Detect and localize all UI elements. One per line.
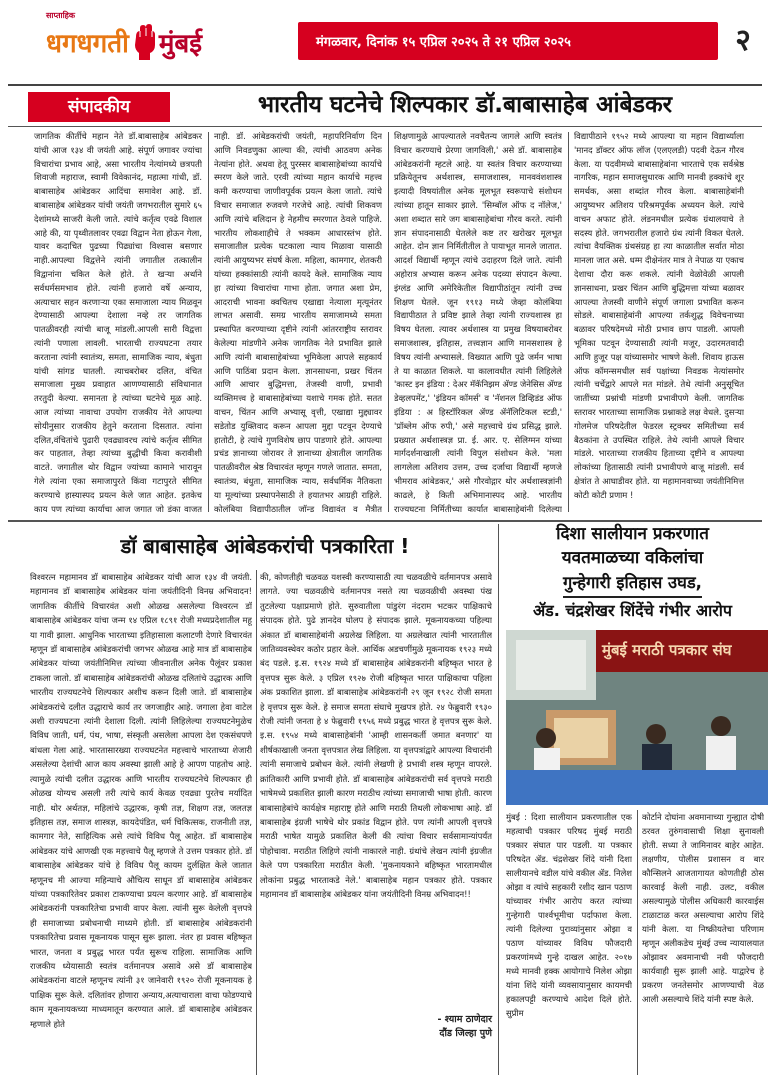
headline-line-1: दिशा सालीयान प्रकरणात bbox=[556, 524, 709, 544]
editorial-column-2: नाही. डॉ. आंबेडकरांची जयंती, महापरिनिर्वाण दिन आणि निवडणुका आल्या की, त्यांची आठवण अनेक नेत्यांना होते. अथवा हेतू पुरस्सर बाबासाहेबांच्या कार्याचे स्मरण केले जाते. एरवी त्यांच्या महान कार्याचे महत्त्व कमी करण्याचा जाणीवपूर्वक प्रयत्न केला जातो. त्यांचे विचार समाजात रुजवणे गरजेचे आहे. त्यांची शिकवण आणि त्यांचे बलिदान हे नेहमीच स्मरणात ठेवले पाहिजे. भारतीय लोकशाहीचे ते भक्कम आधारस्तंभ होते. समाजातील प्रत्येक घटकाला न्याय मिळावा यासाठी त्यांनी आयुष्यभर संघर्ष केला. महिला, कामगार, शेतकरी यांच्या हक्कांसाठी त्यांनी कायदे केले. सामाजिक न्याय हा त्यांच्या विचारांचा गाभा होता. जगात अशा प्रेम, आदराची भावना क्वचितच एखाद्या नेत्याला मृत्यूनंतर लाभत असावी. समग्र भारतीय समाजामध्ये समता प्रस्थापित करण्याच्या दृष्टीने त्यांनी आंतरराष्ट्रीय स्तरावर केलेल्या मांडणीने अनेक जागतिक नेते प्रभावित झाले आणि त्यांनी बाबासाहेबांच्या भूमिकेला आपले सहकार्य आणि पाठिंबा प्रदान केला. ज्ञानसाधना, प्रखर चिंतन आणि आचार बुद्धिमत्ता, तेजस्वी वाणी, प्रभावी व्यक्तिमत्त्व हे बाबासाहेबांच्या यशाचे गमक होते. सतत वाचन, चिंतन आणि अभ्यासू वृत्ती, एखाद्या मुद्द्यावर सडेतोड युक्तिवाद करून आपला मुद्दा पटवून देण्याचे हातोटी, हे त्यांचे गुणविशेष छाप पाडणारे होते. आपल्या प्रचंड ज्ञानाच्या जोरावर ते ज्ञानाच्या क्षेत्रातील जागतिक पातळीवरील श्रेष्ठ विचारवंत म्हणून गणले जातात. समता, स्वातंत्र्य, बंधुता, सामाजिक न्याय, सर्वधर्मिक नैतिकता या मूल्यांच्या प्रस्थापनेसाठी ते हयातभर आग्रही राहिले. कोलंबिया विद्यापीठातील जॉन्ड विद्यावंत व मैत्रीत bbox=[214, 131, 382, 514]
column-divider bbox=[498, 524, 499, 1075]
journalism-column-2: की, कोणतीही चळवळ यशस्वी करण्यासाठी त्या चळवळीचे वर्तमानपत्र असावे लागते. ज्या चळवळीचे वर्तमानपत्र नसते त्या चळवळीची अवस्था पंख तुटलेल्या पक्षाप्रमाणे होते. सुरुवातीला पांडुरंग नंदराम भटकर पाक्षिकाचे संपादक होते. पुढे ज्ञानदेव घोलप हे संपादक झाले. मूकनायकच्या पहिल्या अंकात डॉ बाबासाहेबांनी अग्रलेख लिहिला. या अग्रलेखात त्यांनी भारतातील जातिव्यवस्थेवर कठोर प्रहार केले. आर्थिक अडचणींमुळे मूकनायक १९२३ मध्ये बंद पडले. इ.स. १९२४ मध्ये डॉ बाबासाहेब आंबेडकरांनी बहिष्कृत भारत हे वृत्तपत्र सुरू केले. ३ एप्रिल १९२७ रोजी बहिष्कृत भारत पाक्षिकाचा पहिला अंक प्रकाशित झाला. डॉ बाबासाहेब आंबेडकरांनी २९ जून १९२८ रोजी समता हे वृत्तपत्र सुरू केले. हे समाज समता संघाचे मुखपत्र होते. २४ फेब्रुवारी १९३० रोजी त्यांनी जनता हे ४ फेब्रुवारी १९५६ मध्ये प्रबुद्ध भारत हे वृत्तपत्र सुरू केले. इ.स. १९५४ मध्ये बाबासाहेबांनी 'आम्ही शासनकर्ती जमात बनणार' या शीर्षकाखाली जनता वृत्तपत्रात लेख लिहिला. या वृत्तपत्रांद्वारे आपल्या विचारांनी त्यांनी समाजाचे प्रबोधन केले. त्यांनी लेखणी हे प्रभावी शस्त्र म्हणून वापरले. क्रांतिकारी आणि प्रभावी होते. डॉ बाबासाहेब आंबेडकरांची सर्व वृत्तपत्रे मराठी भाषेमध्ये प्रकाशित झाली कारण मराठीच त्यांच्या समाजाची भाषा होती. कारण बाबासाहेबांचे कार्यक्षेत्र महाराष्ट्र होते आणि मराठी तिथली लोकभाषा आहे. डॉ बाबासाहेब इंग्रजी भाषेचे थोर प्रकांड विद्वान होते. पण त्यांनी आपली वृत्तपत्रे मराठी भाषेत यामुळे प्रकाशित केली की त्यांचा विचार सर्वसामान्यांपर्यंत पोहोचावा. मराठीत लिहिणे त्यांनी नाकारले नाही. ग्रंथांचे लेखन त्यांनी इंग्रजीत केले पण पत्रकारिता मराठीत केली. 'मुकनायकाने बहिष्कृत भारतामधील लोकांना प्रबुद्ध भारताकडे नेले.' बाबासाहेब महान पत्रकार होते. पत्रकार महामानव डॉ बाबासाहेब आंबेडकर यांना जयंतीदिनी विनम्र अभिवादन!! bbox=[260, 572, 492, 899]
author-name: - श्याम ठाणेदार bbox=[437, 1014, 492, 1025]
brand-name-part2: मुंबई bbox=[158, 29, 202, 59]
issue-date: मंगळवार, दिनांक १५ एप्रिल २०२५ ते २१ एप्रिल २०२५ bbox=[316, 35, 571, 50]
masthead-divider bbox=[8, 84, 762, 86]
brand-name-part1: धगधगती bbox=[46, 29, 129, 59]
column-divider bbox=[568, 132, 569, 512]
editorial-column-1: जागतिक कीर्तीचे महान नेते डॉ.बाबासाहेब आंबेडकर यांची आज १३४ वी जयंती आहे. संपूर्ण जगावर ज्यांचा विचारांचा प्रभाव आहे, असा भारतीय नेत्यांमध्ये छत्रपती शिवाजी महाराज, स्वामी विवेकानंद, महात्मा गांधी, डॉ. बाबासाहेब आंबेडकर आदिंचा समावेश आहे. डॉ. बाबासाहेब आंबेडकर यांची जयंती जगभरातील सुमारे ६५ देशांमध्ये साजरी केली जाते. त्यांचे कर्तृत्व एवढे विशाल आहे की, या पृथ्वीतलावर एवढा विद्वान नेता होऊन गेला, यावर कदाचित पुढच्या पिढ्यांचा विश्वास बसणार नाही.आपल्या विद्वत्तेने त्यांनी जगातील तत्कालीन विद्वानांना चकित केले होते. ते खऱ्या अर्थाने सर्वधर्मसमभाव होते. त्यांनी हजारो वर्षे अन्याय, अत्याचार सहन करणाऱ्या एका समाजाला न्याय मिळवून देण्यासाठी आपल्या देशाला नव्हे तर जागतिक पातळीवरही त्यांची बाजू मांडली.आपली सारी विद्वत्ता त्यांनी पणाला लावली. भारताची राज्यघटना तयार करताना त्यांनी स्वातंत्र्य, समता, सामाजिक न्याय, बंधुता यांची सांगड घातली. त्याचबरोबर दलित, वंचित समाजाला मुख्य प्रवाहात आणण्यासाठी संविधानात तरतुदी केल्या. समानता हे त्यांच्या घटनेचे मूळ आहे. आज त्यांच्या नावाचा उपयोग राजकीय नेते आपल्या सोयीनुसार राजकीय हेतुने करताना दिसतात. त्यांना दलित,वंचितांचे पुढारी एवढ्यावरच त्यांचे कर्तृत्व सीमित कर पाहतात, तेव्हा त्यांच्या बुद्धीची किवा करावीशी वाटते. जगातील थोर विद्वान ज्यांच्या कामाने भारावून गेले त्यांना एका समाजापुरते किंवा गटापुरते सीमित करण्याचे हास्यास्पद प्रयत्न केले जात आहेत. इतकेच काय पण त्यांच्या कार्याचा आज जगात जो डंका वाजत bbox=[34, 131, 202, 514]
journalism-article-headline: डॉ बाबासाहेब आंबेडकरांची पत्रकारिता ! bbox=[120, 534, 410, 558]
author-location: दौंड जिल्हा पुणे bbox=[439, 1028, 492, 1039]
column-divider bbox=[256, 570, 257, 1075]
page-number: २ bbox=[735, 23, 751, 58]
date-bar bbox=[298, 22, 718, 60]
raised-fist-logo-icon bbox=[131, 23, 157, 61]
journalism-column-1: विश्वरत्न महामानव डॉ बाबासाहेब आंबेडकर यांची आज १३४ वी जयंती. महामानव डॉ बाबासाहेब आंबेडकर यांना जयंतीदिनी विनम्र अभिवादन! जागतिक कीर्तीचे विचारवंत अशी ओळख असलेल्या विश्वरत्न डॉ बाबासाहेब आंबेडकर यांचा जन्म १४ एप्रिल १८९१ रोजी मध्यप्रदेशातील महू या गावी झाला. आधुनिक भारताच्या इतिहासाला कलाटणी देणारे विचारवंत म्हणून डॉ बाबासाहेब आंबेडकरांची जगभर ओळख आहे मात्र डॉ बाबासाहेब आंबेडकर यांच्या जयंतीनिमित्त त्यांच्या जीवनातील अनेक पैलूंवर प्रकाश टाकला जातो. डॉ बाबासाहेब आंबेडकरांची ओळख दलितांचे उद्धारक आणि भारतीय राज्यघटनेचे शिल्पकार अशीच करून दिली जाते. डॉ बाबासाहेब आंबेडकरांचे दलीत उद्धाराचे कार्य तर जगजाहीर आहे. जगाला हेवा वाटेल अशी राज्यघटना त्यांनी देशाला दिली. त्यांनी लिहिलेल्या राज्यघटनेमुळेच विविध जाती, धर्म, पंथ, भाषा, संस्कृती असलेला आपला देश एकसंधपणे बांधला गेला आहे. भारतासारख्या राज्यघटनेत महत्त्वाचे भारताच्या शेजारी असलेल्या देशांची आज काय अवस्था झाली आहे हे आपण पाहतोच आहे. त्यामुळे त्यांची दलीत उद्धारक आणि भारतीय राज्यघटनेचे शिल्पकार ही ओळख योग्यच असली तरी त्यांचे कार्य केवळ एवढ्या पुरतेच मर्यादित नाही. थोर अर्थतज्ञ, महिलांचे उद्धारक, कृषी तज्ञ, शिक्षण तज्ञ, जलतज्ञ इतिहास तज्ञ, समाज शास्त्रज्ञ, कायदेपंडित, धर्म चिकित्सक, राजनीती तज्ञ, कामगार नेते, साहित्यिक असे त्यांचे विविध पैलू आहेत. डॉ बाबासाहेब आंबेडकर यांचे आणखी एक महत्त्वाचे पैलू म्हणजे ते उत्तम पत्रकार होते. डॉ बाबासाहेब आंबेडकर यांचे हे विविध पैलू कायम दुर्लक्षित केले जातात म्हणूनच मी आज्या महिन्याचे औचित्य साधून डॉ बाबासाहेब आंबेडकर यांच्या पत्रकारितेवर प्रकाश टाकण्याचा प्रयत्न करणार आहे. डॉ बाबासाहेब आंबेडकरांनी पत्रकारितेचा प्रभावी वापर केला. त्यांनी सुरू केलेली वृत्तपत्रे ही समाजाच्या प्रबोधनाची माध्यमे होती. डॉ बाबासाहेब आंबेडकरांनी पत्रकारितेचा प्रवास मूकनायक पासून सुरू झाला. नंतर हा प्रवास बहिष्कृत भारत, जनता व प्रबुद्ध भारत पर्यंत सुरूच राहिला. सामाजिक आणि राजकीय ध्येयासाठी स्वतंत्र वर्तमानपत्र असावे असे डॉ बाबासाहेब आंबेडकरांना वाटले म्हणूनच त्यांनी ३१ जानेवारी १९२० रोजी मूकनायक हे पाक्षिक सुरू केले. दलितांवर होणारा अन्याय,अत्याचाराला वाचा फोडण्याचे काम मूकनायकच्या माध्यमातून करण्यात आले. डॉ बाबासाहेब आंबेडकर म्हणाले होते bbox=[30, 572, 252, 1029]
column-divider bbox=[208, 132, 209, 512]
photo-banner: मुंबई मराठी पत्रकार संघ bbox=[596, 630, 768, 672]
brand-logo bbox=[46, 10, 276, 72]
headline-line-4: ॲड. चंद्रशेखर शिंदेंचे गंभीर आरोप bbox=[532, 601, 733, 620]
column-divider bbox=[637, 810, 638, 1075]
news-column-2: कोर्टाने दोघांना अवमानाच्या गुन्ह्यात दोषी ठरवत तुरुंगवासाची शिक्षा सुनावली होती. सध्या ते जामिनावर बाहेर आहेत. लक्षणीय, पोलीस प्रशासन व बार कौन्सिलने आजतागायत कोणतीही ठोस कारवाई केली नाही. उलट, वकील असल्यामुळे पोलीस अधिकारी कारवाईस टाळाटाळ करत असल्याचा आरोप शिंदे यांनी केला. या निष्क्रीयतेचा परिणाम म्हणून अलीकडेच मुंबई उच्च न्यायालयात ओझावर अवमानाची नवी फौजदारी कार्यवाही सुरू झाली आहे. याद्वारेच हे प्रकरण जनतेसमोर आणण्याची वेळ आली असल्याचे शिंदे यांनी स्पष्ट केले. bbox=[642, 812, 764, 1004]
news-column-1: मुंबई : दिशा सालीयान प्रकरणातील एक महत्वाची पत्रकार परिषद मुंबई मराठी पत्रकार संघात पार पडली. या पत्रकार परिषदेत ॲड. चंद्रशेखर शिंदे यांनी दिशा सालीयानचे वडील यांचे वकील ॲड. निलेश ओझा व त्यांचे सहकारी रशीद खान पठाण यांच्यावर गंभीर आरोप करत त्यांच्या गुन्हेगारी पार्श्वभूमीचा पर्दाफाश केला. त्यांनी दिलेल्या पुराव्यांनुसार ओझा व पठाण यांच्यावर विविध फौजदारी प्रकरणांमध्ये गुन्हे दाखल आहेत. २०१७ मध्ये मानवी हक्क आयोगाचे निलेश ओझा यांना शिंदे यांनी व्यवसायानुसार कायमची हकालपट्टी करण्याचे आदेश दिले होते. सुप्रीम bbox=[506, 812, 632, 1018]
masthead bbox=[8, 8, 762, 78]
editorial-column-3: शिक्षणामुळे आपल्यातले नवचैतन्य जागले आणि स्वतंत्र विचार करण्याचे प्रेरणा जागविली,' असे डॉ. बाबासाहेब आंबेडकरांनी म्हटले आहे. या स्वतंत्र विचार करण्याच्या प्रक्रियेतूनच अर्थशास्त्र, समाजशास्त्र, मानववंशशास्त्र इत्यादी विषयांतील अनेक मूलभूत स्वरूपाचे संशोधन त्यांच्या हातून साकार झाले. 'सिम्बॉल ऑफ द नॉलेज,' अशा शब्दात सारे जग बाबासाहेबांचा गौरव करते. त्यांनी ज्ञान संपादनासाठी घेतलेले कष्ट तर खरोखर मूलभूत आहेत. दोन ज्ञान निर्मितीतील ते पायाभूत मानले जातात. आदर्श विद्यार्थी म्हणून त्यांचे उदाहरण दिले जाते. त्यांनी अहोरात्र अभ्यास करून अनेक पदव्या संपादन केल्या. इंग्लंड आणि अमेरिकेतील विद्यापीठांतून त्यांनी उच्च शिक्षण घेतले. जून १९१३ मध्ये जेव्हा कोलंबिया विद्यापीठात ते प्रविष्ट झाले तेव्हा त्यांनी राज्यशास्त्र हा विषय घेतला. त्यावर अर्थशास्त्र या प्रमुख विषयाबरोबर समाजशास्त्र, इतिहास, तत्त्वज्ञान आणि मानसशास्त्र हे विषय त्यांनी अभ्यासले. विख्यात आणि पुढे जर्मन भाषा ते या काळात शिकले. या कालावधीत त्यांनी लिहिलेले 'कास्ट इन इंडिया : देअर मॅकॅनिझम ॲण्ड जेनेसिस ॲण्ड डेव्हलपमेंट,' 'इंडियन कॉमर्स' व 'नॅशनल डिव्हिडंड ऑफ इंडिया : अ हिस्टॉरिकल ॲण्ड ॲनॅलिटिकल स्टडी,' 'प्रॉब्लेम ऑफ रुपी,' असे महत्त्वाचे ग्रंथ प्रसिद्ध झाले. प्रख्यात अर्थशास्त्रज्ञ प्रा. ई. आर. ए. सेलिग्मन यांच्या मार्गदर्शनाखाली त्यांनी विपुल संशोधन केले. 'मला लागलेला अतिशय उत्तम, उच्च दर्जाचा विद्यार्थी म्हणजे भीमराव आंबेडकर,' असे गौरवोद्गार थोर अर्थशास्त्रज्ञांनी काढले, हे किती अभिमानास्पद आहे. भारतीय राज्यघटना निर्मितीच्या कार्यात बाबासाहेबांनी दिलेल्या bbox=[394, 131, 562, 514]
press-conference-photo bbox=[506, 630, 768, 805]
brand-tagline: साप्ताहिक bbox=[46, 11, 76, 20]
headline-line-2: यवतमाळच्या वकिलांचा bbox=[561, 548, 704, 568]
editorial-headline: भारतीय घटनेचे शिल्पकार डॉ.बाबासाहेब आंबेडकर bbox=[257, 92, 673, 118]
editorial-column-4: विद्यापीठाने १९५२ मध्ये आपल्या या महान विद्यार्थ्याला 'मानद डॉक्टर ऑफ लॉज (एलएलडी) पदवी देऊन गौरव केला. या पदवीमध्ये बाबासाहेबांना भारताचे एक सर्वश्रेष्ठ नागरिक, महान समाजसुधारक आणि मानवी हक्कांचे शूर समर्थक, असा शब्दांत गौरव केला. बाबासाहेबांनी आयुष्यभर अतिशय परिश्रमपूर्वक अध्ययन केले. त्यांचे वाचन अफाट होते. लंडनमधील प्रत्येक ग्रंथालयाचे ते सदस्य होते. जगभरातील हजारो ग्रंथ त्यांनी विकत घेतले. त्यांचा वैयक्तिक ग्रंथसंग्रह हा त्या काळातील सर्वात मोठा मानला जात असे. धम्म दीक्षेनंतर मात्र ते नेपाळ या एकाच देशाचा दौरा करू शकले. त्यांनी वेळोवेळी आपली ज्ञानसाधना, प्रखर चिंतन आणि बुद्धिमत्ता यांच्या बळावर आपल्या तेजस्वी वाणीने संपूर्ण जगाला प्रभावित करून सोडले. बाबासाहेबांनी आपल्या तर्कशुद्ध विवेचनाच्या बळावर परिषदेमध्ये मोठी प्रभाव छाप पाडली. आपली भूमिका पटवून देण्यासाठी त्यांनी मजूर, उदारमतवादी आणि हुजूर पक्ष यांच्यासमोर भाषणे केली. शिवाय हाऊस ऑफ कॉमन्समधील सर्व पक्षांच्या निवडक नेत्यांसमोर त्यांनी चर्चेद्वारे आपले मत मांडले. तेथे त्यांनी अनुसूचित जातींच्या प्रश्नांची मांडणी प्रभावीपणे केली. जागतिक स्तरावर भारताच्या सामाजिक प्रश्नाकडे लक्ष वेधले. दुसऱ्या गोलमेज परिषदेतील फेडरल स्ट्रक्चर समितीच्या सर्व बैठकांना ते उपस्थित राहिले. तेथे त्यांनी आपले विचार मांडले. भारताच्या राजकीय हिताच्या दृष्टीने व आपल्या लोकांच्या हितासाठी त्यांनी प्रभावीपणे बाजू मांडली. सर्व क्षेत्रांत ते आघाडीवर होते. या महामानवाच्या जयंतीनिमित्त कोटी कोटी प्रणाम ! bbox=[574, 131, 744, 500]
news-headline bbox=[500, 522, 765, 624]
section-label: संपादकीय bbox=[28, 92, 170, 122]
headline-divider bbox=[8, 126, 762, 127]
headline-line-3: गुन्हेगारी इतिहास उघड, bbox=[563, 570, 702, 598]
column-divider bbox=[388, 132, 389, 512]
